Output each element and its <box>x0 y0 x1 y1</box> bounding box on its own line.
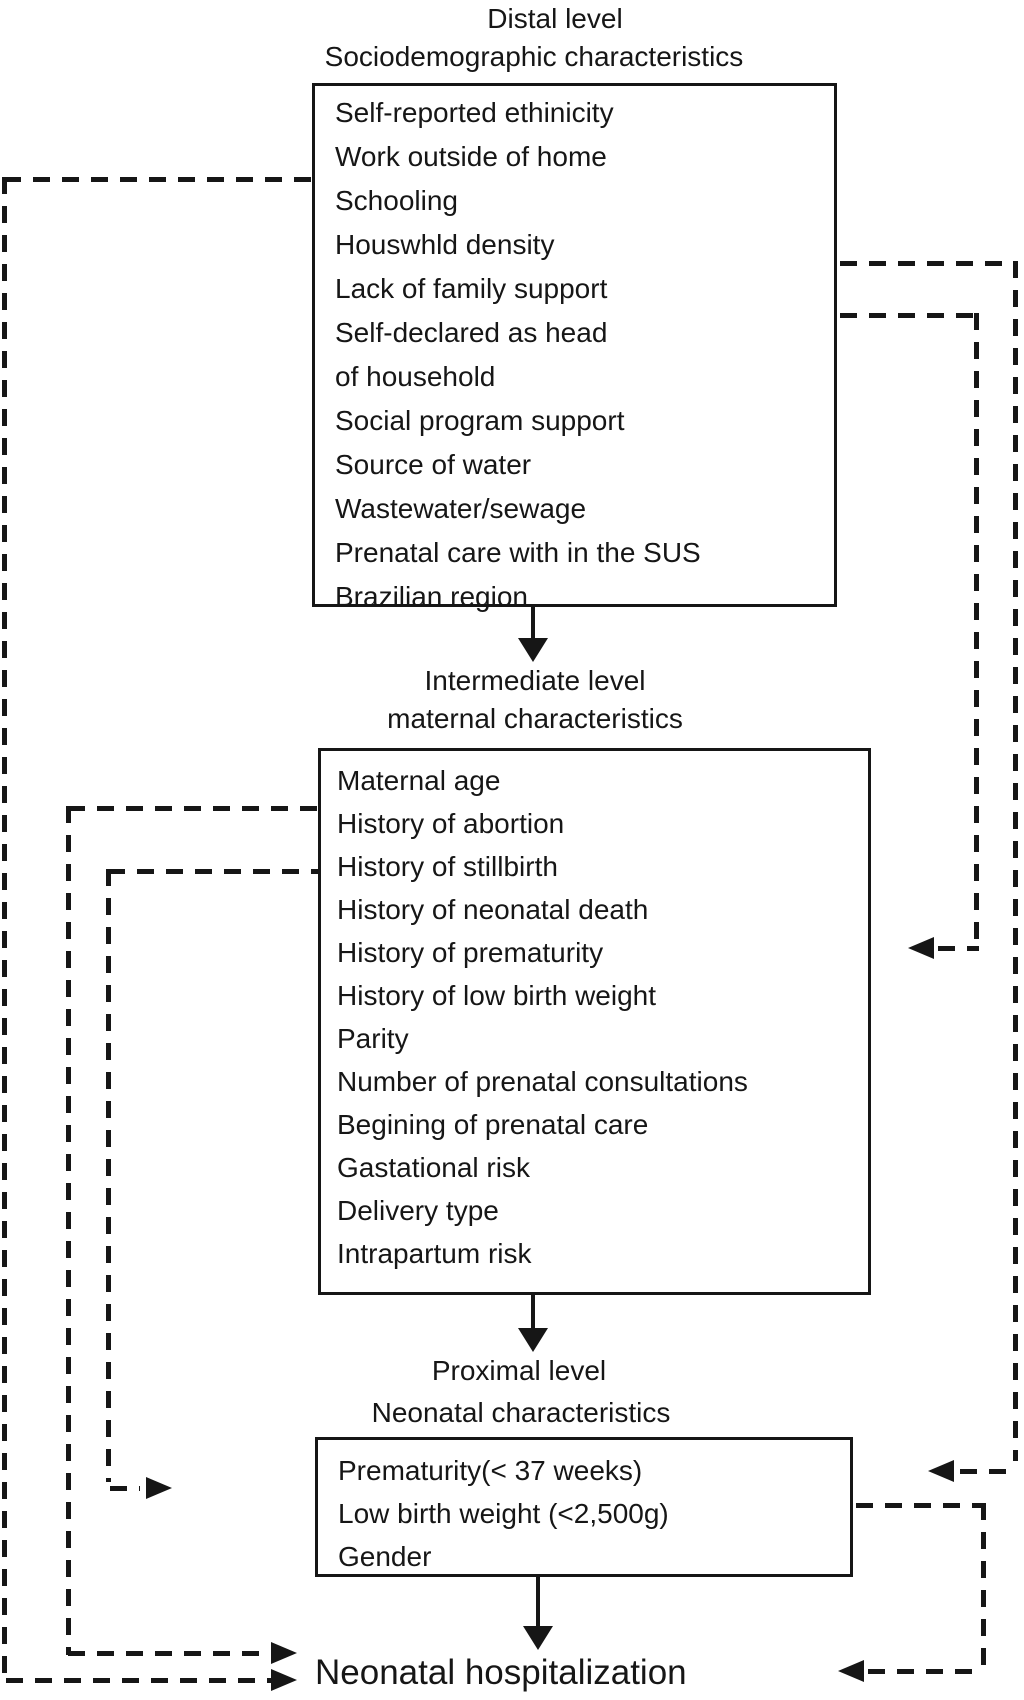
arrowhead-right <box>271 1669 297 1691</box>
box-item: Maternal age <box>337 765 501 796</box>
dashed-line-intermediate-left2-vertical <box>106 869 111 1482</box>
box-item: Gastational risk <box>337 1152 530 1183</box>
box-item: Delivery type <box>337 1195 499 1226</box>
intermediate-level-title: Intermediate level <box>424 665 646 696</box>
box-item: History of prematurity <box>337 937 604 968</box>
box-item: Low birth weight (<2,500g) <box>338 1498 669 1529</box>
box-item: Begining of prenatal care <box>337 1109 649 1140</box>
arrowhead-left <box>928 1460 954 1482</box>
box-item: Self-declared as head <box>335 317 608 348</box>
dashed-line-distal-right2-vertical <box>974 313 979 943</box>
proximal-box <box>315 1437 853 1577</box>
arrow-distal-to-intermediate-shaft <box>531 607 535 640</box>
proximal-level-subtitle: Neonatal characteristics <box>371 1397 671 1428</box>
dashed-line-right1-approach <box>960 1469 1018 1474</box>
distal-box <box>312 83 837 612</box>
arrowhead-right <box>146 1477 172 1499</box>
dashed-line-distal-right1-horizontal <box>840 261 1018 266</box>
arrowhead-right <box>271 1642 297 1664</box>
arrowhead-down <box>518 638 548 662</box>
box-item: Intrapartum risk <box>337 1238 532 1269</box>
arrowhead-left <box>838 1660 864 1682</box>
box-item: Gender <box>338 1541 432 1572</box>
dashed-line-to-proximal-stub <box>110 1486 140 1491</box>
box-item: Schooling <box>335 185 458 216</box>
box-item: History of abortion <box>337 808 565 839</box>
dashed-line-proximal-right-horizontal <box>856 1503 986 1508</box>
dashed-line-intermediate-left-vertical <box>66 806 71 1655</box>
dashed-line-intermediate-left-horizontal <box>68 806 318 811</box>
distal-level-subtitle: Sociodemographic characteristics <box>324 41 744 72</box>
dashed-line-distal-left-vertical <box>2 177 7 1684</box>
dashed-line-distal-right2-horizontal <box>840 313 979 318</box>
dashed-line-right2-approach <box>938 946 979 951</box>
proximal-level-title: Proximal level <box>431 1355 607 1386</box>
box-item: Wastewater/sewage <box>335 493 587 524</box>
box-item: History of low birth weight <box>337 980 657 1011</box>
dashed-line-distal-right1-vertical <box>1013 261 1018 1461</box>
dashed-line-right3-approach <box>868 1669 984 1674</box>
box-item: of household <box>335 361 496 392</box>
dashed-line-distal-to-outcome-bottom <box>6 1678 272 1683</box>
box-item: Number of prenatal consultations <box>337 1066 748 1097</box>
box-item: Houswhld density <box>335 229 555 260</box>
arrowhead-left <box>908 937 934 959</box>
box-item: Self-reported ethinicity <box>335 97 614 128</box>
distal-level-title: Distal level <box>487 3 623 34</box>
arrowhead-down <box>518 1328 548 1352</box>
box-item: Work outside of home <box>335 141 607 172</box>
box-item: Lack of family support <box>335 273 608 304</box>
dashed-line-intermediate-to-outcome-bottom <box>68 1651 270 1656</box>
dashed-line-intermediate-left2-horizontal <box>108 869 318 874</box>
box-item: Social program support <box>335 405 625 436</box>
box-item: History of stillbirth <box>337 851 558 882</box>
box-item: Brazilian region <box>335 581 528 612</box>
box-item: Source of water <box>335 449 532 480</box>
box-item: Parity <box>337 1023 409 1054</box>
intermediate-level-subtitle: maternal characteristics <box>387 703 683 734</box>
dashed-line-proximal-right-vertical <box>981 1503 986 1665</box>
arrowhead-down <box>523 1626 553 1650</box>
outcome-label: Neonatal hospitalization <box>315 1653 687 1692</box>
dashed-line-distal-left-horizontal <box>4 177 312 182</box>
box-item: Prematurity(< 37 weeks) <box>338 1455 643 1486</box>
arrow-proximal-to-outcome-shaft <box>536 1577 540 1628</box>
box-item: Prenatal care with in the SUS <box>335 537 701 568</box>
intermediate-box <box>318 748 871 1295</box>
box-item: History of neonatal death <box>337 894 649 925</box>
arrow-intermediate-to-proximal-shaft <box>531 1295 535 1330</box>
